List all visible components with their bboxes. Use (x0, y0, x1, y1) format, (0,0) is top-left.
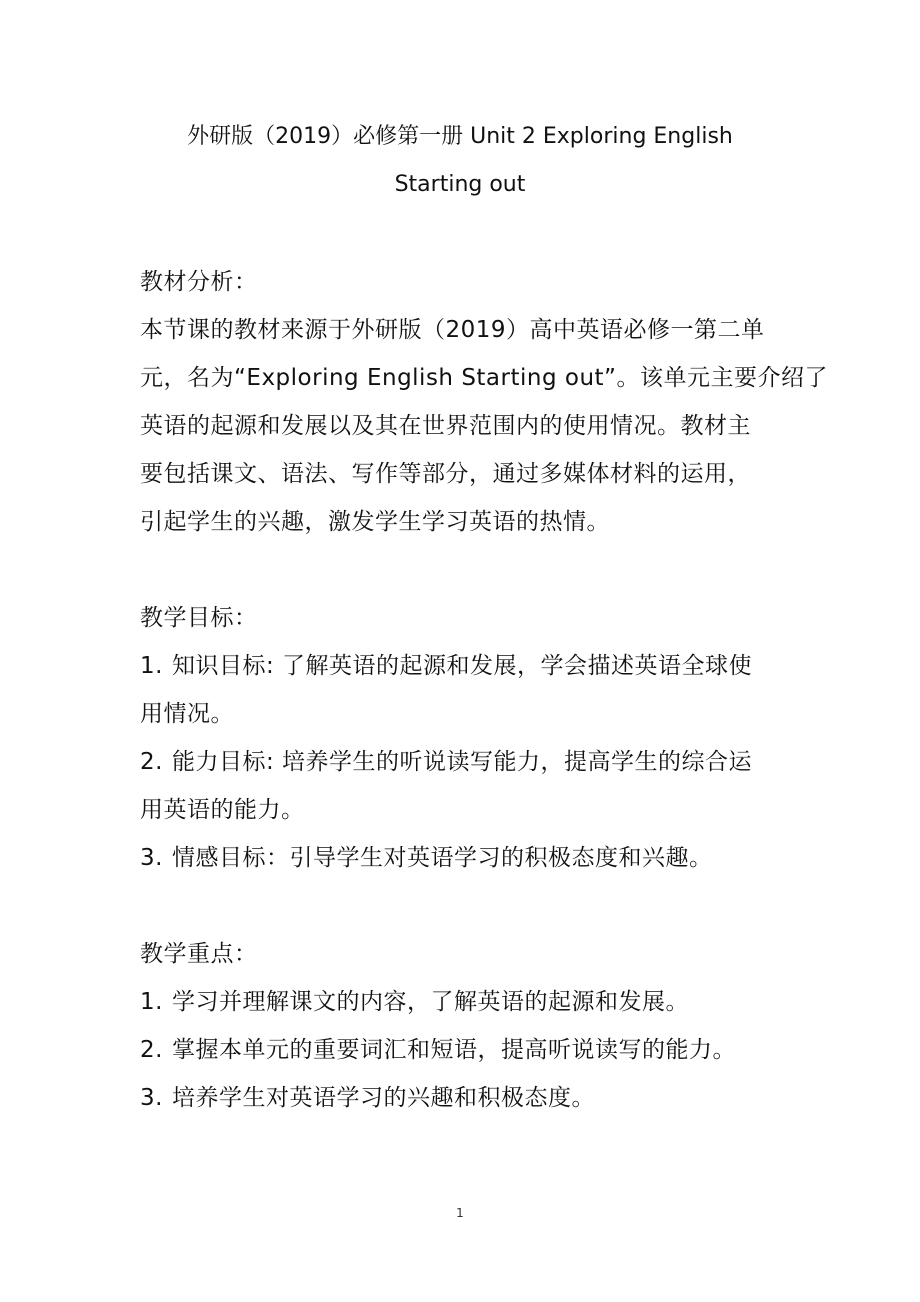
list-number: 3. (140, 1085, 163, 1111)
teaching-objectives-section (140, 594, 790, 882)
list-item (140, 738, 790, 834)
list-item (140, 978, 790, 1026)
list-text: 能力目标: 培养学生的听说读写能力，提高学生的综合运 (172, 749, 753, 775)
list-text-continued: 用情况。 (140, 701, 234, 727)
list-text: 培养学生对英语学习的兴趣和积极态度。 (172, 1085, 595, 1111)
list-item (140, 642, 790, 738)
teaching-focus-section (140, 930, 790, 1122)
list-number: 1. (140, 989, 163, 1015)
document-subtitle: Starting out (394, 172, 526, 197)
list-text: 情感目标：引导学生对英语学习的积极态度和兴趣。 (172, 845, 713, 871)
page-number: 1 (456, 1206, 464, 1220)
section-heading: 教学重点： (140, 941, 258, 967)
list-number: 2. (140, 1037, 163, 1063)
list-number: 1. (140, 653, 163, 679)
document-title: 外研版（2019）必修第一册 Unit 2 Exploring English (187, 124, 733, 149)
paragraph-line: 元，名为“Exploring English Starting out”。该单元主要介绍了 (140, 365, 828, 391)
list-number: 3. (140, 845, 163, 871)
list-item (140, 1026, 790, 1074)
list-text: 知识目标: 了解英语的起源和发展，学会描述英语全球使 (172, 653, 753, 679)
list-text: 掌握本单元的重要词汇和短语，提高听说读写的能力。 (172, 1037, 736, 1063)
paragraph-line: 英语的起源和发展以及其在世界范围内的使用情况。教材主 (140, 413, 751, 439)
list-text-continued: 用英语的能力。 (140, 797, 305, 823)
list-item (140, 834, 790, 882)
paragraph-line: 要包括课文、语法、写作等部分，通过多媒体材料的运用， (140, 461, 751, 487)
list-text: 学习并理解课文的内容，了解英语的起源和发展。 (172, 989, 689, 1015)
list-number: 2. (140, 749, 163, 775)
paragraph-line: 引起学生的兴趣，激发学生学习英语的热情。 (140, 509, 610, 535)
section-heading: 教材分析： (140, 269, 258, 295)
paragraph-line: 本节课的教材来源于外研版（2019）高中英语必修一第二单 (140, 317, 765, 343)
list-item (140, 1074, 790, 1122)
material-analysis-section (140, 258, 828, 546)
section-heading: 教学目标： (140, 605, 258, 631)
